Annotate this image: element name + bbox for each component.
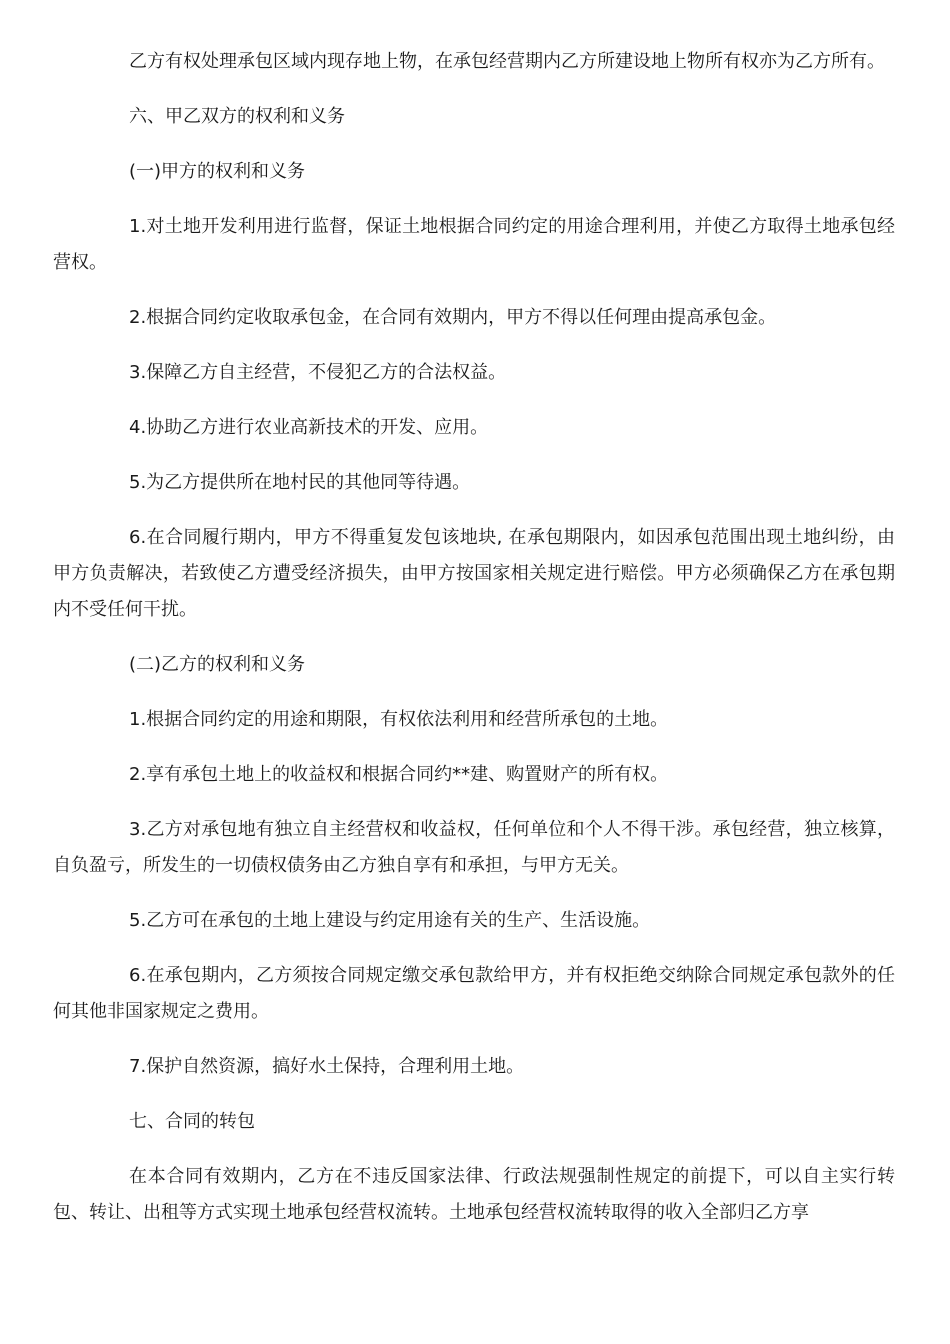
paragraph: 乙方有权处理承包区域内现存地上物，在承包经营期内乙方所建设地上物所有权亦为乙方所有。 (129, 51, 885, 72)
list-item: 5.乙方可在承包的土地上建设与约定用途有关的生产、生活设施。 (129, 910, 651, 931)
list-item: 2.享有承包土地上的收益权和根据合同约**建、购置财产的所有权。 (129, 764, 669, 785)
list-item: 4.协助乙方进行农业高新技术的开发、应用。 (129, 417, 489, 438)
subsection-heading: (一)甲方的权利和义务 (129, 161, 306, 182)
list-item: 1.对土地开发利用进行监督，保证土地根据合同约定的用途合理利用，并使乙方取得土地承包经营权。 (53, 216, 895, 273)
list-item: 1.根据合同约定的用途和期限，有权依法利用和经营所承包的土地。 (129, 709, 669, 730)
list-item: 3.保障乙方自主经营，不侵犯乙方的合法权益。 (129, 362, 507, 383)
list-item: 3.乙方对承包地有独立自主经营权和收益权，任何单位和个人不得干涉。承包经营，独立核算，自负盈亏，所发生的一切债权债务由乙方独自享有和承担，与甲方无关。 (53, 819, 895, 876)
list-item: 6.在承包期内，乙方须按合同规定缴交承包款给甲方，并有权拒绝交纳除合同规定承包款外的任何其他非国家规定之费用。 (53, 965, 895, 1022)
paragraph: 在本合同有效期内，乙方在不违反国家法律、行政法规强制性规定的前提下，可以自主实行转包、转让、出租等方式实现土地承包经营权流转。土地承包经营权流转取得的收入全部归乙方享 (53, 1166, 895, 1223)
list-item: 6.在合同履行期内，甲方不得重复发包该地块, 在承包期限内，如因承包范围出现土地纠纷，由甲方负责解决，若致使乙方遭受经济损失，由甲方按国家相关规定进行赔偿。甲方必须确保乙方在承包期内不受任何干扰。 (53, 527, 895, 620)
list-item: 2.根据合同约定收取承包金，在合同有效期内，甲方不得以任何理由提高承包金。 (129, 307, 777, 328)
list-item: 5.为乙方提供所在地村民的其他同等待遇。 (129, 472, 471, 493)
section-heading: 六、甲乙双方的权利和义务 (129, 106, 345, 127)
list-item: 7.保护自然资源，搞好水土保持，合理利用土地。 (129, 1056, 525, 1077)
section-heading: 七、合同的转包 (129, 1111, 255, 1132)
subsection-heading: (二)乙方的权利和义务 (129, 654, 306, 675)
